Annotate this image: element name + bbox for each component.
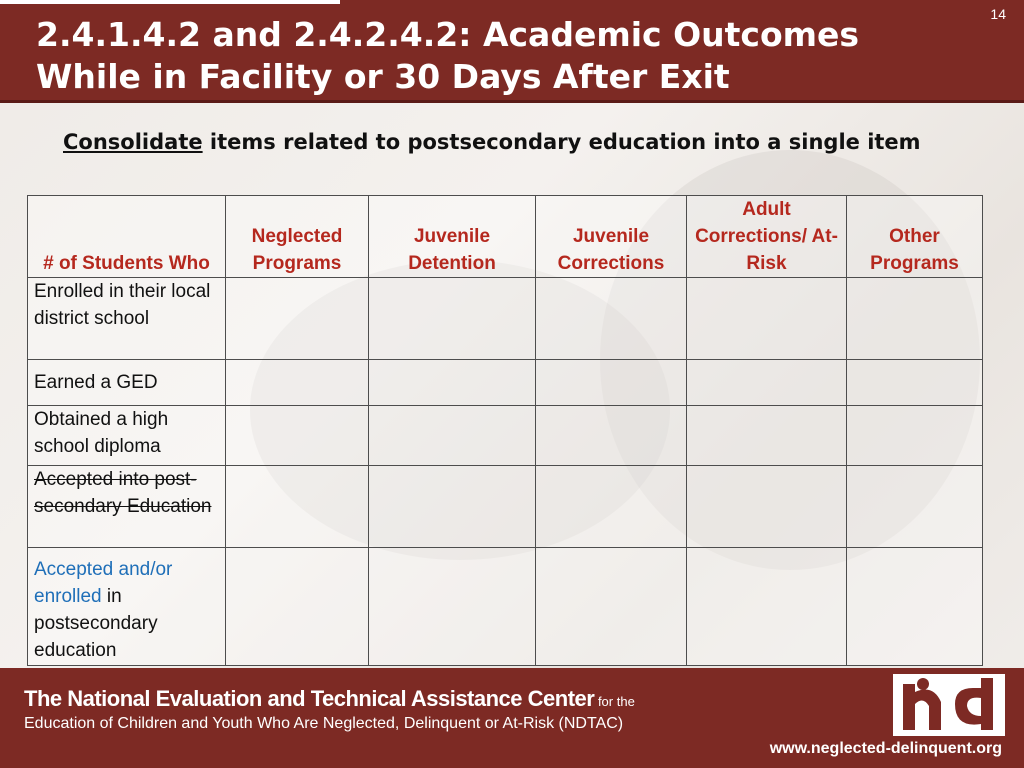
table-cell bbox=[687, 360, 847, 406]
table-row bbox=[28, 406, 983, 466]
table-cell bbox=[687, 548, 847, 666]
table-cell bbox=[369, 466, 536, 548]
table-cell bbox=[369, 360, 536, 406]
table-cell bbox=[847, 278, 983, 360]
outcomes-table bbox=[27, 195, 983, 666]
column-header: Other Programs bbox=[847, 196, 983, 278]
column-header: Juvenile Corrections bbox=[536, 196, 687, 278]
table-cell bbox=[226, 466, 369, 548]
table-cell bbox=[369, 406, 536, 466]
column-header: Juvenile Detention bbox=[369, 196, 536, 278]
table-cell bbox=[847, 406, 983, 466]
table-cell bbox=[847, 466, 983, 548]
table-cell bbox=[369, 548, 536, 666]
row-label-new-text: Accepted and/or enrolled bbox=[34, 559, 173, 607]
footer-org-subtitle: Education of Children and Youth Who Are Neglected, Delinquent or At-Risk (NDTAC) bbox=[24, 715, 624, 732]
footer-bar bbox=[0, 668, 1024, 768]
ndtac-logo-icon bbox=[893, 674, 1005, 736]
footer-org-main: The National Evaluation and Technical Assistance Center bbox=[24, 686, 595, 711]
table-row bbox=[28, 278, 983, 360]
table-cell bbox=[536, 360, 687, 406]
table-cell bbox=[536, 466, 687, 548]
footer-org-small: for the bbox=[594, 694, 635, 709]
table-cell bbox=[536, 406, 687, 466]
table-cell bbox=[847, 360, 983, 406]
table-cell bbox=[687, 406, 847, 466]
table-cell bbox=[226, 406, 369, 466]
table-row bbox=[28, 360, 983, 406]
row-label-text: in postsecondary education bbox=[34, 586, 158, 661]
table-cell bbox=[226, 278, 369, 360]
footer-org-name bbox=[24, 686, 635, 712]
table-row bbox=[28, 548, 983, 666]
table-cell bbox=[226, 548, 369, 666]
table-cell bbox=[687, 466, 847, 548]
subtitle-underlined-word: Consolidate bbox=[63, 130, 203, 154]
row-label: Enrolled in their local district school bbox=[28, 278, 226, 360]
table-cell bbox=[226, 360, 369, 406]
footer-url[interactable]: www.neglected-delinquent.org bbox=[769, 740, 1002, 757]
title-bar bbox=[0, 0, 1024, 103]
subtitle bbox=[63, 127, 943, 157]
table-cell bbox=[847, 548, 983, 666]
row-label: Earned a GED bbox=[28, 360, 226, 406]
header-accent-line bbox=[0, 0, 340, 4]
row-label bbox=[28, 548, 226, 666]
slide-number: 14 bbox=[990, 6, 1006, 22]
column-header: Neglected Programs bbox=[226, 196, 369, 278]
column-header: Adult Corrections/ At-Risk bbox=[687, 196, 847, 278]
row-label-struck: Accepted into post-secondary Education bbox=[28, 466, 226, 548]
column-header: # of Students Who bbox=[28, 196, 226, 278]
title-line-1: 2.4.1.4.2 and 2.4.2.4.2: Academic Outcomes bbox=[36, 15, 860, 54]
slide-title bbox=[36, 14, 976, 98]
subtitle-rest: items related to postsecondary education into a single item bbox=[202, 130, 921, 154]
title-line-2: While in Facility or 30 Days After Exit bbox=[36, 57, 730, 96]
row-label: Obtained a high school diploma bbox=[28, 406, 226, 466]
table-cell bbox=[536, 548, 687, 666]
table-cell bbox=[687, 278, 847, 360]
table-cell bbox=[536, 278, 687, 360]
table-row bbox=[28, 466, 983, 548]
table-cell bbox=[369, 278, 536, 360]
table-header-row bbox=[28, 196, 983, 278]
